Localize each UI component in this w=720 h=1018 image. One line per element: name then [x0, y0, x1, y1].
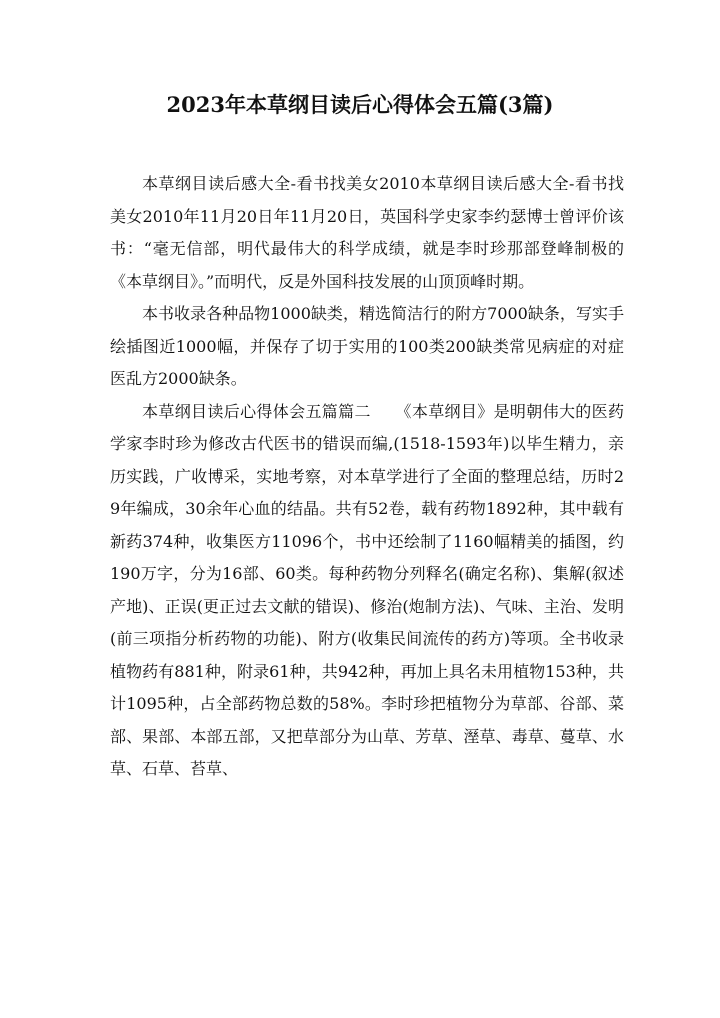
paragraph-3: 本草纲目读后心得体会五篇篇二 《本草纲目》是明朝伟大的医药学家李时珍为修改古代医书的错误而编,(1518-1593年)以毕生精力，亲历实践，广收博采，实地考察，对本草学进行了全面的整理总结，历时29年编成，30余年心血的结晶。共有52卷，载有药物1892种，其中载有新药374种，收集医方11096个，书中还绘制了1160幅精美的插图，约190万字，分为16部、60类。每种药物分列释名(确定名称)、集解(叙述产地)、正误(更正过去文献的错误)、修治(炮制方法)、气味、主治、发明(前三项指分析药物的功能)、附方(收集民间流传的药方)等项。全书收录植物药有881种，附录61种，共942种，再加上具名未用植物153种，共计1095种，占全部药物总数的58%。李时珍把植物分为草部、谷部、菜部、果部、本部五部，又把草部分为山草、芳草、溼草、毒草、蔓草、水草、石草、苔草、 — [110, 401, 624, 778]
paragraph-2: 本书收录各种品物1000缺类，精选简洁行的附方7000缺条，写实手绘插图近1000幅，并保存了切于实用的100类200缺类常见病症的对症医乱方2000缺条。 — [110, 304, 624, 388]
paragraph-1: 本草纲目读后感大全-看书找美女2010本草纲目读后感大全-看书找美女2010年11月20日年11月20日，英国科学史家李约瑟博士曾评价该书：“毫无信部，明代最伟大的科学成绩，就是李时珍那部登峰制极的《本草纲目》。”而明代，反是外国科技发展的山顶顶峰时期。 — [110, 174, 624, 291]
document-body — [110, 168, 624, 786]
document-title: 2023年本草纲目读后心得体会五篇(3篇) — [166, 92, 554, 117]
